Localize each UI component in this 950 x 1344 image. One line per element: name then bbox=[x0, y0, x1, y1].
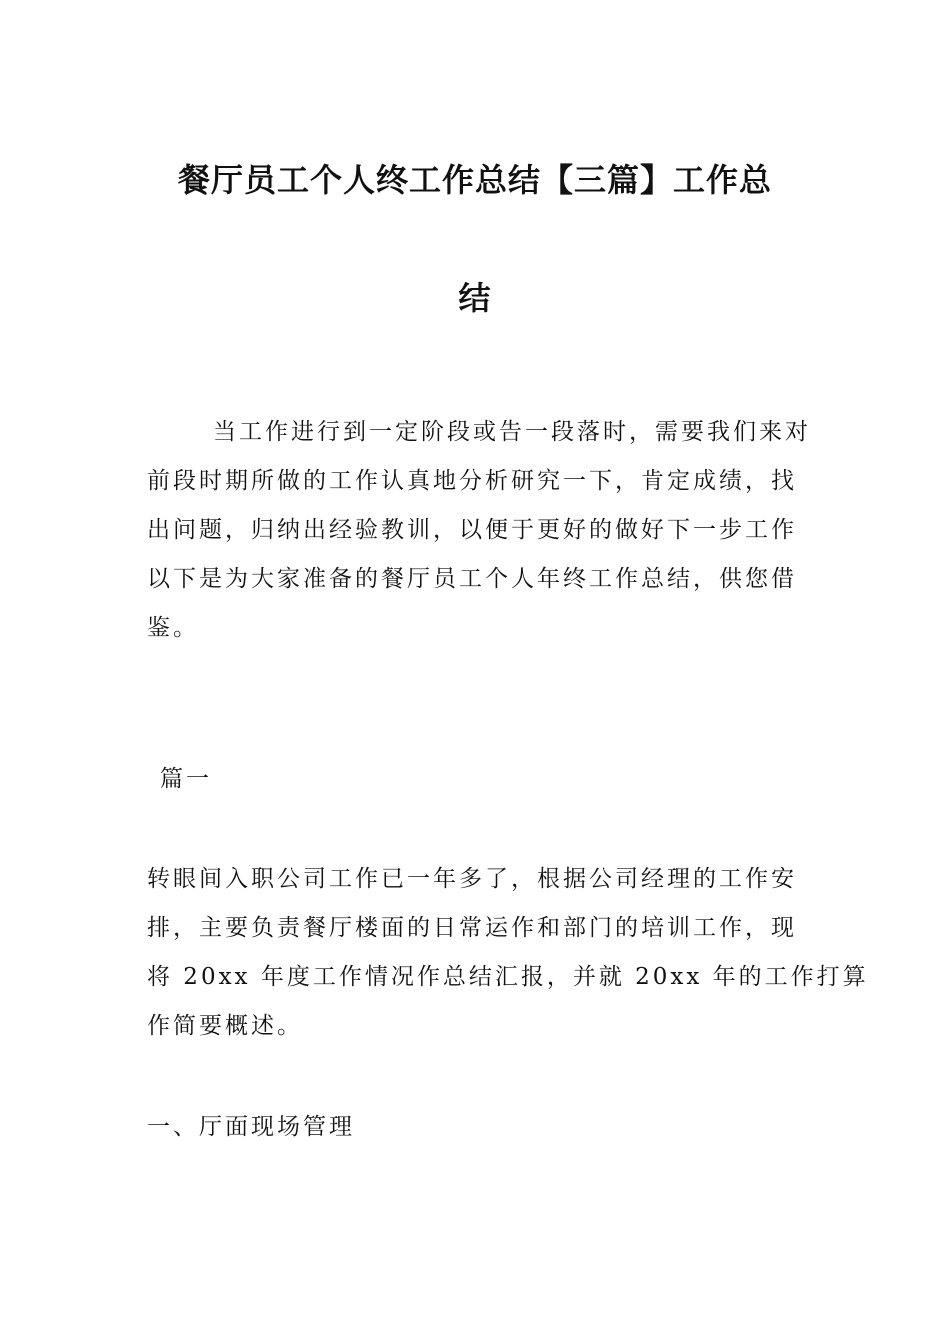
section-paragraph bbox=[147, 855, 869, 1051]
intro-line: 鉴。 bbox=[147, 615, 199, 641]
intro-line: 出问题，归纳出经验教训，以便于更好的做好下一步工作 bbox=[147, 517, 797, 543]
section-heading: 一、厅面现场管理 bbox=[147, 1114, 355, 1140]
document-title-line-1: 餐厅员工个人终工作总结【三篇】工作总 bbox=[177, 161, 772, 199]
paragraph-line: 作简要概述。 bbox=[147, 1013, 303, 1039]
paragraph-line: 排，主要负责餐厅楼面的日常运作和部门的培训工作，现 bbox=[147, 915, 797, 941]
intro-line: 以下是为大家准备的餐厅员工个人年终工作总结，供您借 bbox=[147, 566, 797, 592]
intro-line: 前段时期所做的工作认真地分析研究一下，肯定成绩，找 bbox=[147, 468, 797, 494]
intro-line: 当工作进行到一定阶段或告一段落时，需要我们来对 bbox=[213, 419, 811, 445]
document-title-line-2: 结 bbox=[458, 279, 492, 317]
section-label: 篇一 bbox=[160, 766, 212, 792]
paragraph-line: 转眼间入职公司工作已一年多了，根据公司经理的工作安 bbox=[147, 866, 797, 892]
paragraph-line: 将 20xx 年度工作情况作总结汇报，并就 20xx 年的工作打算 bbox=[147, 964, 869, 990]
intro-paragraph bbox=[147, 408, 811, 653]
